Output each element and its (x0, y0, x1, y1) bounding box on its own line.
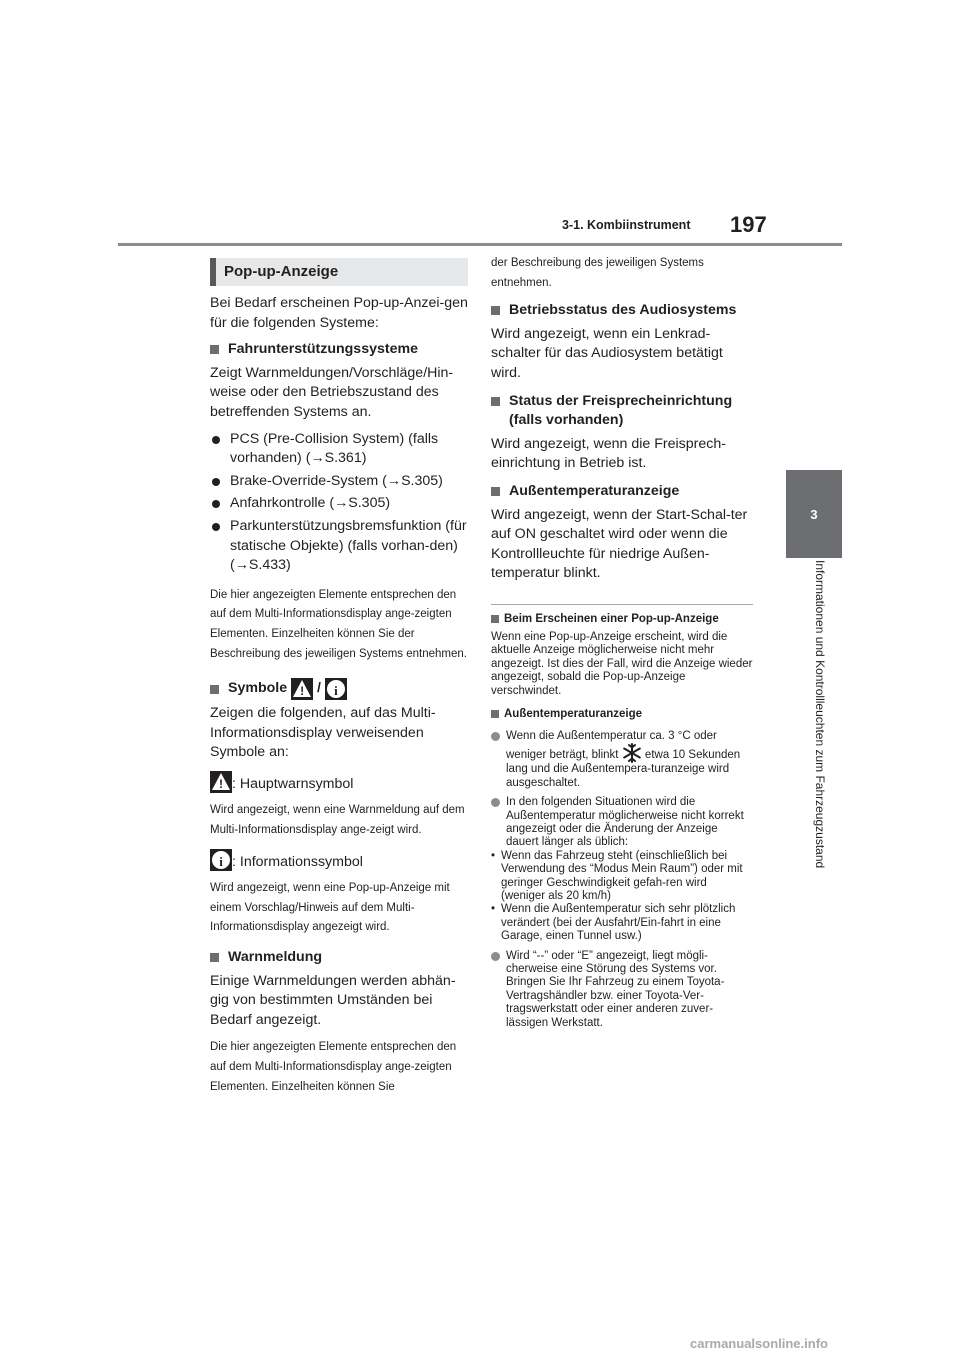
list-item: Brake-Override-System (→S.305) (210, 472, 470, 492)
subheading-symbols: Symbole ! / i (210, 678, 470, 700)
note-continuation: der Beschreibung des jeweiligen Systems entnehmen. (491, 257, 704, 289)
note-heading-outside-temp: Außentemperaturanzeige (491, 706, 753, 722)
square-bullet-icon (491, 710, 499, 718)
subheading-outside-temp: Außentemperaturanzeige (491, 482, 753, 502)
chapter-title: Informationen und Kontrollleuchten zum Fahrzeugzustand (813, 560, 827, 869)
square-bullet-icon (210, 345, 219, 354)
handsfree-status-text: Wird angezeigt, wenn die Freisprech-einrichtung in Betrieb ist. (491, 435, 726, 472)
list-item: PCS (Pre-Collision System) (falls vorhanden) (→S.361) (210, 430, 470, 469)
note-text: Die hier angezeigten Elemente entsprechen den auf dem Multi-Informationsdisplay ange-zeigten Elementen. Einzelheiten können Sie der Beschreibung des jeweiligen Systems entnehmen. (210, 588, 467, 660)
note-bullet: Wenn die Außentemperatur ca. 3 °C oder weniger beträgt, blinkt etwa 10 Sekunden lang und die Außentempera-turanzeige wird ausgeschaltet. (491, 730, 753, 790)
dash-item: • Wenn die Außentemperatur sich sehr plötzlich verändert (bei der Ausfahrt/Ein-fahrt in eine Garage, einen Tunnel usw.) (491, 903, 736, 943)
bullet-icon (491, 798, 500, 807)
warning-triangle-icon (210, 771, 232, 793)
info-icon (210, 849, 232, 871)
bullet-icon (212, 500, 220, 508)
header-rule (118, 243, 842, 246)
footer-watermark: carmanualsonline.info (690, 1336, 828, 1351)
square-bullet-icon (210, 685, 219, 694)
warning-symbol-label: !: Hauptwarnsymbol (210, 771, 470, 795)
section-title: 3-1. Kombiinstrument (562, 218, 691, 232)
square-bullet-icon (491, 615, 499, 623)
note-bullet: Wird “--” oder “E” angezeigt, liegt mögli-cherweise eine Störung des Systems vor. Bringen Sie Ihr Fahrzeug zu einem Toyota-Vertragshändler bzw. einer Toyota-Ver-tragswerkstatt oder einer anderen zuver-lässigen Werkstatt. (491, 950, 753, 1030)
subheading-audio-status: Betriebsstatus des Audiosystems (491, 301, 753, 321)
note-bullet: In den folgenden Situationen wird die Außentemperatur möglicherweise nicht korrekt angezeigt oder die Änderung der Anzeige dauert länger als üblich: (491, 796, 753, 850)
bullet-icon (491, 952, 500, 961)
note-text: Die hier angezeigten Elemente entsprechen den auf dem Multi-Informationsdisplay ange-zeigten Elementen. Einzelheiten können Sie (210, 1041, 457, 1093)
dash-item: • Wenn das Fahrzeug steht (einschließlich bei Verwendung des “Modus Mein Raum”) oder mit geringer Geschwindigkeit gefah-ren wird (weniger als 20 km/h) (491, 849, 743, 902)
subheading-warning-message: Warnmeldung (210, 948, 470, 968)
chapter-strip (786, 560, 842, 1000)
chapter-tab[interactable] (786, 470, 842, 558)
warning-symbol-text: Wird angezeigt, wenn eine Warnmeldung auf dem Multi-Informationsdisplay ange-zeigt wird. (210, 804, 465, 837)
bullet-icon (491, 732, 500, 741)
note-heading-popup: Beim Erscheinen einer Pop-up-Anzeige (491, 611, 753, 627)
square-bullet-icon (210, 953, 219, 962)
square-bullet-icon (491, 397, 500, 406)
symbols-text: Zeigen die folgenden, auf das Multi-Informationsdisplay verweisenden Symbole an: (210, 705, 436, 761)
list-item: Anfahrkontrolle (→S.305) (210, 494, 470, 514)
info-symbol-label: i: Informationssymbol (210, 849, 470, 873)
bullet-icon (212, 436, 220, 444)
snowflake-icon (622, 743, 642, 763)
note-popup-text: Wenn eine Pop-up-Anzeige erscheint, wird die aktuelle Anzeige möglicherweise nicht mehr angezeigt. Ist dies der Fall, wird die Anzeige wieder angezeigt, sobald die Pop-up-Anzeige verschwindet. (491, 630, 753, 697)
chapter-number: 3 (810, 506, 818, 522)
list-item: Parkunterstützungsbremsfunktion (für statische Objekte) (falls vorhan-den) (→S.433) (210, 517, 470, 576)
page-number: 197 (730, 212, 767, 237)
outside-temp-text: Wird angezeigt, wenn der Start-Schal-ter auf ON geschaltet wird oder wenn die Kontrollleuchte für niedrige Außen-temperatur blinkt. (491, 506, 748, 582)
section-heading: Pop-up-Anzeige (210, 258, 468, 286)
note-divider (491, 604, 753, 605)
bullet-icon (212, 478, 220, 486)
subheading-driving-support: Fahrunterstützungssysteme (210, 340, 470, 360)
info-symbol-text: Wird angezeigt, wenn eine Pop-up-Anzeige mit einem Vorschlag/Hinweis auf dem Multi-Informationsdisplay angezeigt wird. (210, 882, 450, 934)
audio-status-text: Wird angezeigt, wenn ein Lenkrad-schalter für das Audiosystem betätigt wird. (491, 325, 723, 381)
subheading-handsfree-status: Status der Freisprecheinrichtung (falls vorhanden) (491, 392, 753, 431)
warning-triangle-icon (291, 678, 313, 700)
left-column (210, 294, 470, 1104)
info-icon (325, 678, 347, 700)
square-bullet-icon (491, 487, 500, 496)
intro-text: Bei Bedarf erscheinen Pop-up-Anzei-gen für die folgenden Systeme: (210, 295, 468, 331)
bullet-icon (212, 523, 220, 531)
right-column (491, 254, 753, 1036)
square-bullet-icon (491, 306, 500, 315)
warning-message-text: Einige Warnmeldungen werden abhän-gig von bestimmten Umständen bei Bedarf angezeigt. (210, 972, 456, 1028)
driving-support-text: Zeigt Warnmeldungen/Vorschläge/Hin-weise oder den Betriebszustand des betreffenden Systems an. (210, 364, 454, 420)
